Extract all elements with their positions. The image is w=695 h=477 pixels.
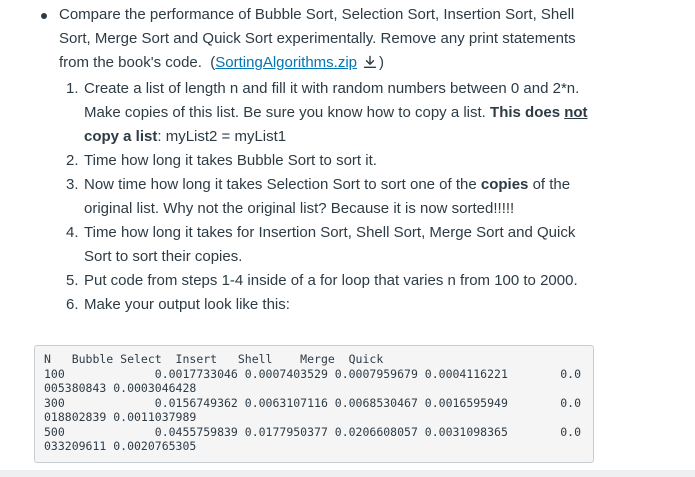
step-6-text: Make your output look like this:: [84, 296, 290, 313]
step-number: 1.: [66, 80, 79, 97]
intro-text: Compare the performance of Bubble Sort, Selection Sort, Insertion Sort, Shell Sort, Merge Sort and Quick Sort experimentally. Remove any print statements from the book's code.: [59, 6, 576, 71]
step-1-text-b: : myList2 = myList1: [157, 128, 287, 145]
step-1-bold-underline: not: [564, 104, 588, 121]
step-2: [59, 149, 589, 173]
steps-list: [59, 77, 684, 317]
code-row-tail: 0.0: [560, 395, 581, 410]
code-row-line: [44, 367, 584, 382]
step-number: 6.: [66, 296, 79, 313]
bottom-edge-strip: [0, 470, 695, 477]
step-5-text: Put code from steps 1-4 inside of a for loop that varies n from 100 to 2000.: [84, 272, 578, 289]
code-output-block[interactable]: [34, 345, 594, 463]
step-number: 3.: [66, 176, 79, 193]
step-number: 2.: [66, 152, 79, 169]
code-header-line: N Bubble Select Insert Shell Merge Quick: [44, 352, 384, 366]
step-1-bold-a: This does: [490, 104, 565, 121]
step-3-text: Now time how long it takes Selection Sort to sort one of the: [84, 176, 481, 193]
code-row-wrap-line: 018802839 0.0011037989: [44, 410, 197, 424]
step-number: 5.: [66, 272, 79, 289]
step-3-text-b: of the original list. Why not the original list? Because it is now sorted!!!!!: [84, 176, 571, 217]
code-row-values: 500 0.0455759839 0.0177950377 0.0206608057 0.0031098365: [44, 424, 508, 439]
step-3: [59, 173, 589, 221]
step-3-bold: copies: [480, 176, 529, 193]
code-row-wrap-line: 005380843 0.0003046428: [44, 381, 197, 395]
step-1-text: Create a list of length n and fill it with random numbers between 0 and 2*n. Make copies of this list. Be sure you know how to copy a list.: [84, 80, 580, 121]
assignment-bullet-list: [34, 3, 684, 317]
code-row-tail: 0.0: [560, 424, 581, 439]
code-row-wrap-line: 033209611 0.0020765305: [44, 439, 197, 453]
step-4-text: Time how long it takes for Insertion Sort, Shell Sort, Merge Sort and Quick Sort to sort their copies.: [84, 224, 576, 265]
sorting-algorithms-zip-link[interactable]: SortingAlgorithms.zip: [215, 54, 358, 71]
step-6: [59, 293, 589, 317]
step-1: [59, 77, 589, 149]
step-number: 4.: [66, 224, 79, 241]
code-row-tail: 0.0: [560, 366, 581, 381]
step-2-text: Time how long it takes Bubble Sort to sort it.: [84, 152, 377, 169]
step-4: [59, 221, 589, 269]
step-5: [59, 269, 589, 293]
link-close-paren: ): [379, 54, 385, 71]
assignment-bullet: [34, 3, 684, 317]
code-row-line: [44, 425, 584, 440]
code-row-line: [44, 396, 584, 411]
intro-paragraph: [59, 3, 579, 77]
code-row-values: 100 0.0017733046 0.0007403529 0.0007959679 0.0004116221: [44, 366, 508, 381]
bullet-dot: [41, 13, 47, 19]
step-1-bold-b: copy a list: [84, 128, 158, 145]
download-icon[interactable]: [363, 53, 377, 77]
code-row-values: 300 0.0156749362 0.0063107116 0.0068530467 0.0016595949: [44, 395, 508, 410]
link-open-paren: (: [210, 54, 216, 71]
